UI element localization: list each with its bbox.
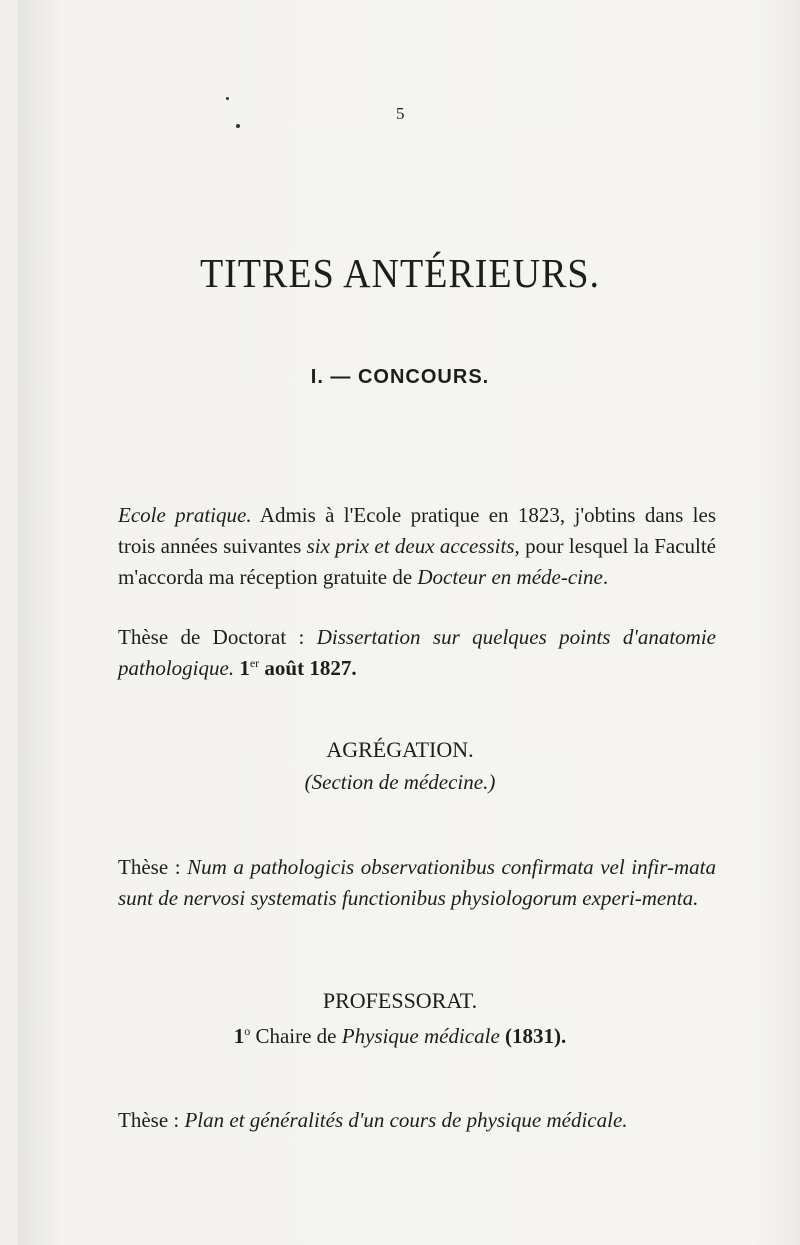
ecole-label: Ecole pratique. (118, 503, 252, 527)
ecole-text: Admis à l'Ecole pratique en 1823, j'obtins dans les trois années suivantes (118, 503, 717, 558)
doctorat-date-sup: er (249, 656, 260, 670)
chaire-number: 1 (233, 1024, 245, 1048)
these-prof-title: Plan et généralités d'un cours de physique médicale. (184, 1108, 628, 1132)
section-title: I. — CONCOURS. (310, 366, 490, 388)
doctorat-title: Dissertation sur quelques points d'anatomie pathologique. (118, 625, 716, 680)
these-agregation-paragraph (118, 852, 716, 914)
ecole-pratique-paragraph (118, 500, 716, 593)
ecole-end: . (602, 565, 609, 589)
ink-speck (236, 124, 240, 128)
chaire-year: (1831). (499, 1024, 567, 1048)
agregation-section: (Section de médecine.) (304, 770, 496, 794)
chaire-sup: o (244, 1024, 251, 1038)
ecole-text2: pour lesquel la Faculté m'accorda ma réception gratuite de (118, 534, 717, 589)
these-prof-label: Thèse : (118, 1108, 185, 1132)
ecole-degree: Docteur en méde-cine (417, 565, 603, 589)
these-agreg-label: Thèse : (118, 855, 188, 879)
agregation-heading: AGRÉGATION. (326, 737, 474, 762)
doctorat-paragraph (118, 622, 716, 684)
doctorat-text: Thèse de Doctorat : (118, 625, 317, 649)
chaire-line (0, 1024, 800, 1049)
professorat-heading: PROFESSORAT. (322, 988, 478, 1013)
chaire-text: Chaire de (250, 1024, 342, 1048)
chaire-name: Physique médicale (341, 1024, 500, 1048)
page-title: TITRES ANTÉRIEURS. (199, 251, 601, 297)
doctorat-date-post: août 1827. (259, 656, 357, 680)
these-agreg-title: Num a pathologicis observationibus confirmata vel infir-mata sunt de nervosi systematis functionibus physiologorum experi-menta. (118, 855, 716, 910)
page-number: 5 (396, 104, 405, 123)
bleed-through-line (95, 186, 745, 200)
doctorat-date-pre: 1 (234, 656, 250, 680)
ecole-prizes: six prix et deux accessits, (306, 534, 520, 558)
these-professorat-paragraph (118, 1105, 718, 1136)
ink-speck (226, 97, 229, 100)
